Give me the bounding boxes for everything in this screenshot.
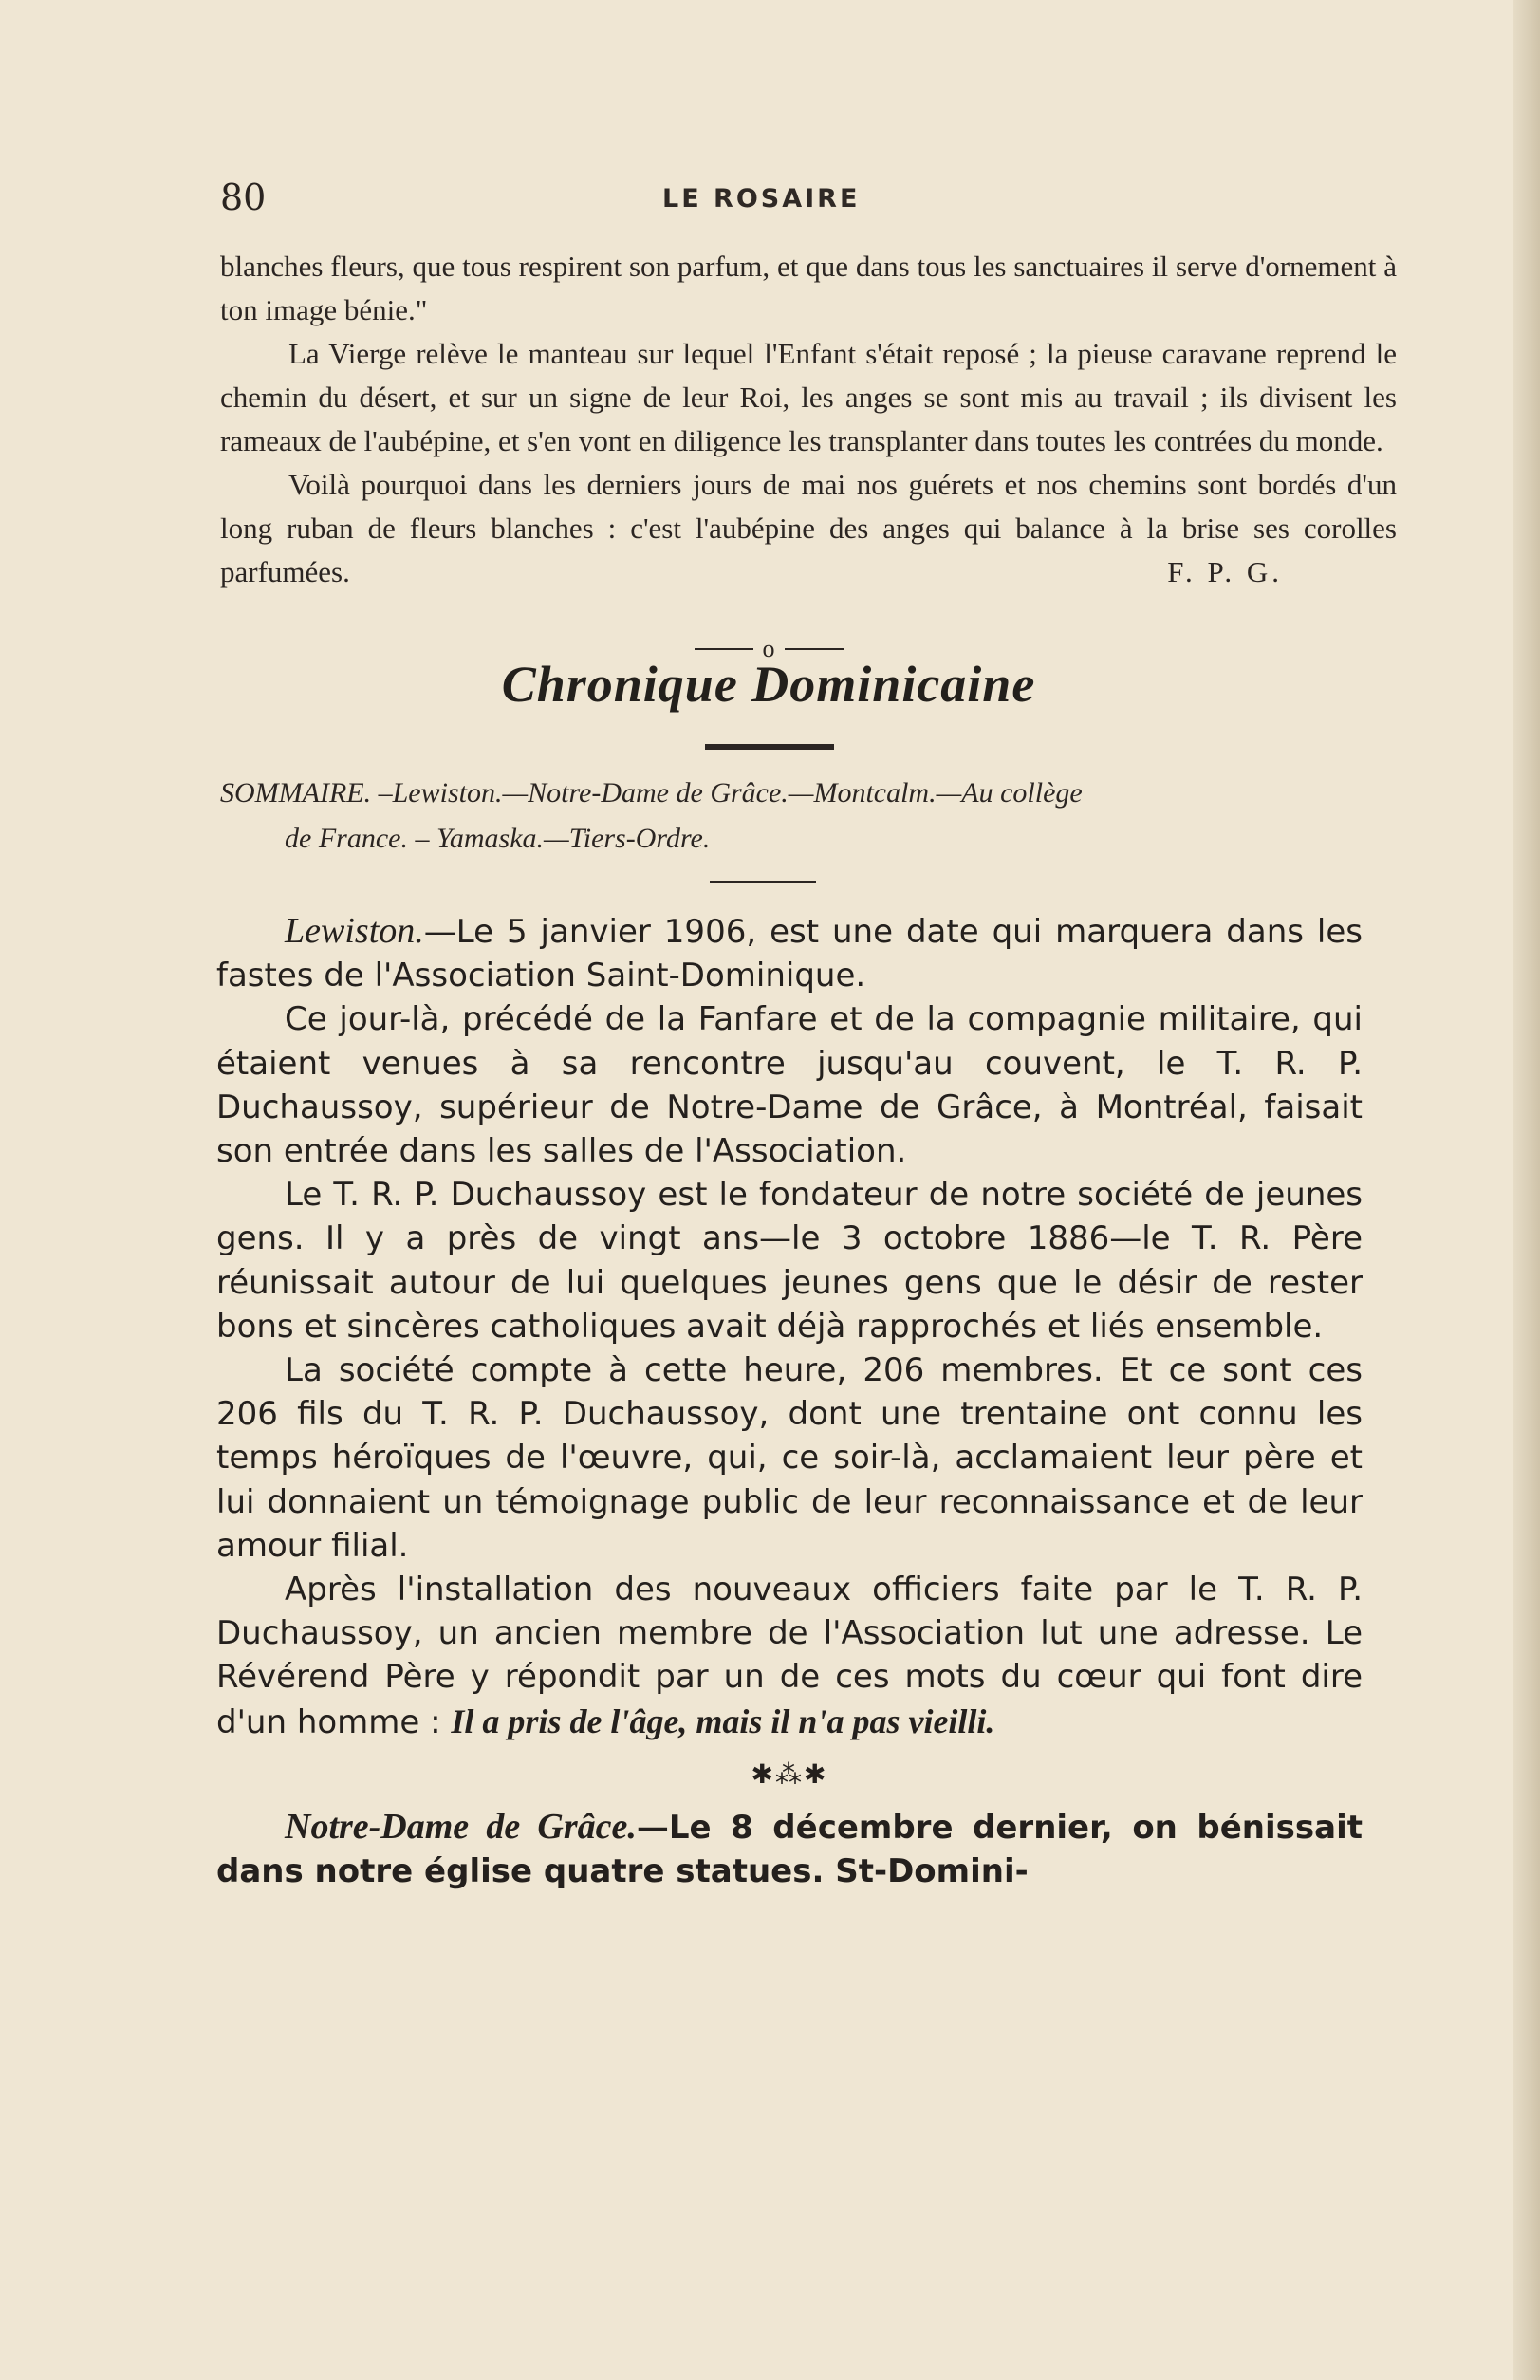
ornament-rule (695, 648, 753, 650)
signature: F. P. G. (1167, 555, 1283, 588)
paragraph (216, 909, 1363, 997)
place-heading: Lewiston. (285, 911, 424, 951)
paragraph: La Vierge relève le manteau sur lequel l'Enfant s'était reposé ; la pieuse caravane reprend le chemin du désert, et sur un signe de leur Roi, les anges se sont mis au travail ; ils divisent les rameaux de l'aubépine, et s'en vont en diligence les transplanter dans toutes les contrées du monde. (220, 337, 1397, 457)
paragraph-text: Après l'installation des nouveaux officiers faite par le T. R. P. Duchaussoy, un ancien membre de l'Association lut une adresse. Le Révérend Père y répondit par un de ces mots du cœur qui font dire d'un homme : (216, 1571, 1363, 1741)
place-heading: Notre-Dame de Grâce. (285, 1806, 637, 1847)
quotation: Il a pris de l'âge, mais il n'a pas vieilli. (451, 1701, 995, 1740)
summary (220, 771, 1406, 862)
page-number: 80 (220, 177, 267, 218)
running-head: LE ROSAIRE (662, 184, 861, 214)
section-title: Chronique Dominicaine (501, 656, 1036, 713)
paragraph-text: —Le 8 décembre dernier, on bénissait dans notre église quatre statues. St-Domini- (216, 1808, 1363, 1891)
ornament-rule (785, 648, 844, 650)
ornament-circle: o (762, 635, 775, 662)
paragraph: Le T. R. P. Duchaussoy est le fondateur de notre société de jeunes gens. Il y a près de vingt ans—le 3 octobre 1886—le T. R. Père réunissait autour de lui quelques jeunes gens que le désir de rester bons et sincères catholiques avait déjà rapprochés et liés ensemble. (216, 1176, 1363, 1346)
paragraph (220, 463, 1397, 594)
page-edge (1513, 0, 1540, 2380)
summary-line: SOMMAIRE. –Lewiston.—Notre-Dame de Grâce.—Montcalm.—Au collège (220, 777, 1083, 809)
previous-article-text (220, 245, 1397, 594)
paragraph: La société compte à cette heure, 206 membres. Et ce sont ces 206 fils du T. R. P. Duchaussoy, dont une trentaine ont connu les temps héroïques de l'œuvre, qui, ce soir-là, acclamaient leur père et lui donnaient un témoignage public de leur reconnaissance et de leur amour filial. (216, 1351, 1363, 1565)
paragraph (216, 1568, 1363, 1744)
asterism-ornament: ✱⁂✱ (751, 1757, 828, 1790)
summary-line: de France. – Yamaska.—Tiers-Ordre. (285, 823, 711, 854)
summary-rule (710, 881, 816, 883)
paragraph-text: Voilà pourquoi dans les derniers jours de mai nos guérets et nos chemins sont bordés d'un long ruban de fleurs blanches : c'est l'aubépine des anges qui balance à la brise ses corolles parfumées. (220, 468, 1397, 588)
page-header (220, 177, 1378, 224)
paragraph: blanches fleurs, que tous respirent son parfum, et que dans tous les sanctuaires il serve d'ornement à ton image bénie." (220, 250, 1397, 326)
title-rule (705, 744, 834, 750)
chronicle-body (216, 909, 1363, 1893)
paragraph: Ce jour-là, précédé de la Fanfare et de la compagnie militaire, qui étaient venues à sa rencontre jusqu'au couvent, le T. R. P. Duchaussoy, supérieur de Notre-Dame de Grâce, à Montréal, faisait son entrée dans les salles de l'Association. (216, 1000, 1363, 1171)
paragraph (216, 1805, 1363, 1893)
paragraph-text: —Le 5 janvier 1906, est une date qui marquera dans les fastes de l'Association Saint-Dominique. (216, 913, 1363, 995)
